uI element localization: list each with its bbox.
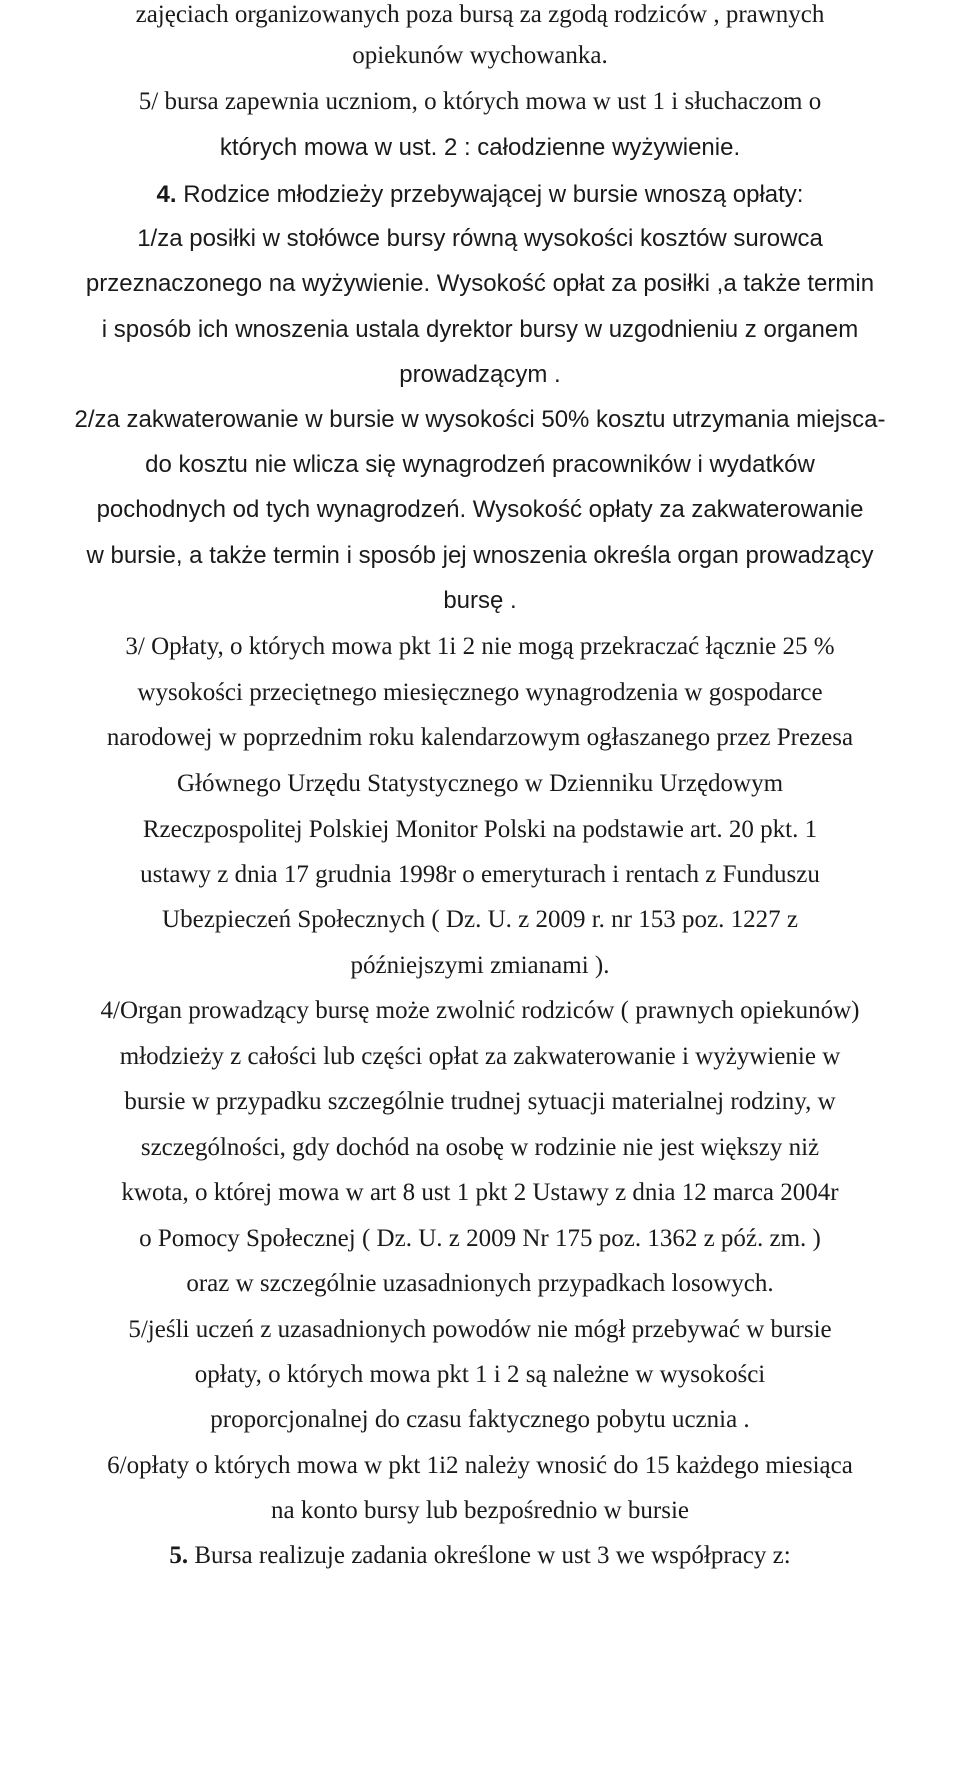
text-line: 6/opłaty o których mowa w pkt 1i2 należy wnosić do 15 każdego miesiąca xyxy=(107,1452,853,1479)
text-line: na konto bursy lub bezpośrednio w bursie xyxy=(271,1497,689,1524)
text-line: proporcjonalnej do czasu faktycznego pobytu ucznia . xyxy=(210,1406,750,1433)
text-line: ustawy z dnia 17 grudnia 1998r o emeryturach i rentach z Funduszu xyxy=(140,861,820,888)
section-heading-4 xyxy=(0,180,960,210)
section-heading-5 xyxy=(0,1541,960,1571)
text-line: 5/ bursa zapewnia uczniom, o których mowa w ust 1 i słuchaczom o xyxy=(138,88,822,115)
text-line: wysokości przeciętnego miesięcznego wynagrodzenia w gospodarce xyxy=(137,679,823,706)
text-line: 3/ Opłaty, o których mowa pkt 1i 2 nie mogą przekraczać łącznie 25 % xyxy=(125,633,835,660)
text-line: 1/za posiłki w stołówce bursy równą wysokości kosztów surowca xyxy=(137,225,823,252)
text-line: 2/za zakwaterowanie w bursie w wysokości 50% kosztu utrzymania miejsca- xyxy=(74,406,886,433)
text-line: Głównego Urzędu Statystycznego w Dzienniku Urzędowym xyxy=(176,770,784,797)
section-number: 5. xyxy=(169,1542,189,1569)
text-line: opiekunów wychowanka. xyxy=(352,42,608,69)
text-line: których mowa w ust. 2 : całodzienne wyżywienie. xyxy=(219,134,741,161)
text-line: opłaty, o których mowa pkt 1 i 2 są należne w wysokości xyxy=(194,1361,766,1388)
section-text: Rodzice młodzieży przebywającej w bursie wnoszą opłaty: xyxy=(183,181,804,208)
text-line: bursie w przypadku szczególnie trudnej sytuacji materialnej rodziny, w xyxy=(124,1088,836,1115)
text-line: pochodnych od tych wynagrodzeń. Wysokość opłaty za zakwaterowanie xyxy=(96,496,864,523)
text-line: i sposób ich wnoszenia ustala dyrektor bursy w uzgodnieniu z organem xyxy=(101,316,859,343)
text-line: w bursie, a także termin i sposób jej wnoszenia określa organ prowadzący xyxy=(86,542,874,569)
text-line: oraz w szczególnie uzasadnionych przypadkach losowych. xyxy=(186,1270,774,1297)
text-line: młodzieży z całości lub części opłat za zakwaterowanie i wyżywienie w xyxy=(119,1043,841,1070)
text-line: przeznaczonego na wyżywienie. Wysokość opłat za posiłki ,a także termin xyxy=(85,270,875,297)
text-line: szczególności, gdy dochód na osobę w rodzinie nie jest większy niż xyxy=(140,1134,820,1161)
text-line: kwota, o której mowa w art 8 ust 1 pkt 2 Ustawy z dnia 12 marca 2004r xyxy=(121,1179,839,1206)
text-line: zajęciach organizowanych poza bursą za zgodą rodziców , prawnych xyxy=(135,1,825,28)
text-line: narodowej w poprzednim roku kalendarzowym ogłaszanego przez Prezesa xyxy=(106,724,854,751)
text-line: bursę . xyxy=(443,587,517,614)
text-line: 5/jeśli uczeń z uzasadnionych powodów nie mógł przebywać w bursie xyxy=(128,1316,832,1343)
section-number: 4. xyxy=(156,181,177,208)
text-line: prowadzącym . xyxy=(399,361,561,388)
text-line: Rzeczpospolitej Polskiej Monitor Polski na podstawie art. 20 pkt. 1 xyxy=(142,816,818,843)
text-line: o Pomocy Społecznej ( Dz. U. z 2009 Nr 175 poz. 1362 z póź. zm. ) xyxy=(139,1225,821,1252)
text-line: do kosztu nie wlicza się wynagrodzeń pracowników i wydatków xyxy=(145,451,815,478)
text-line: późniejszymi zmianami ). xyxy=(350,952,610,979)
text-line: Ubezpieczeń Społecznych ( Dz. U. z 2009 r. nr 153 poz. 1227 z xyxy=(162,906,798,933)
section-text: Bursa realizuje zadania określone w ust 3 we współpracy z: xyxy=(194,1542,791,1569)
text-line: 4/Organ prowadzący bursę może zwolnić rodziców ( prawnych opiekunów) xyxy=(100,997,860,1024)
